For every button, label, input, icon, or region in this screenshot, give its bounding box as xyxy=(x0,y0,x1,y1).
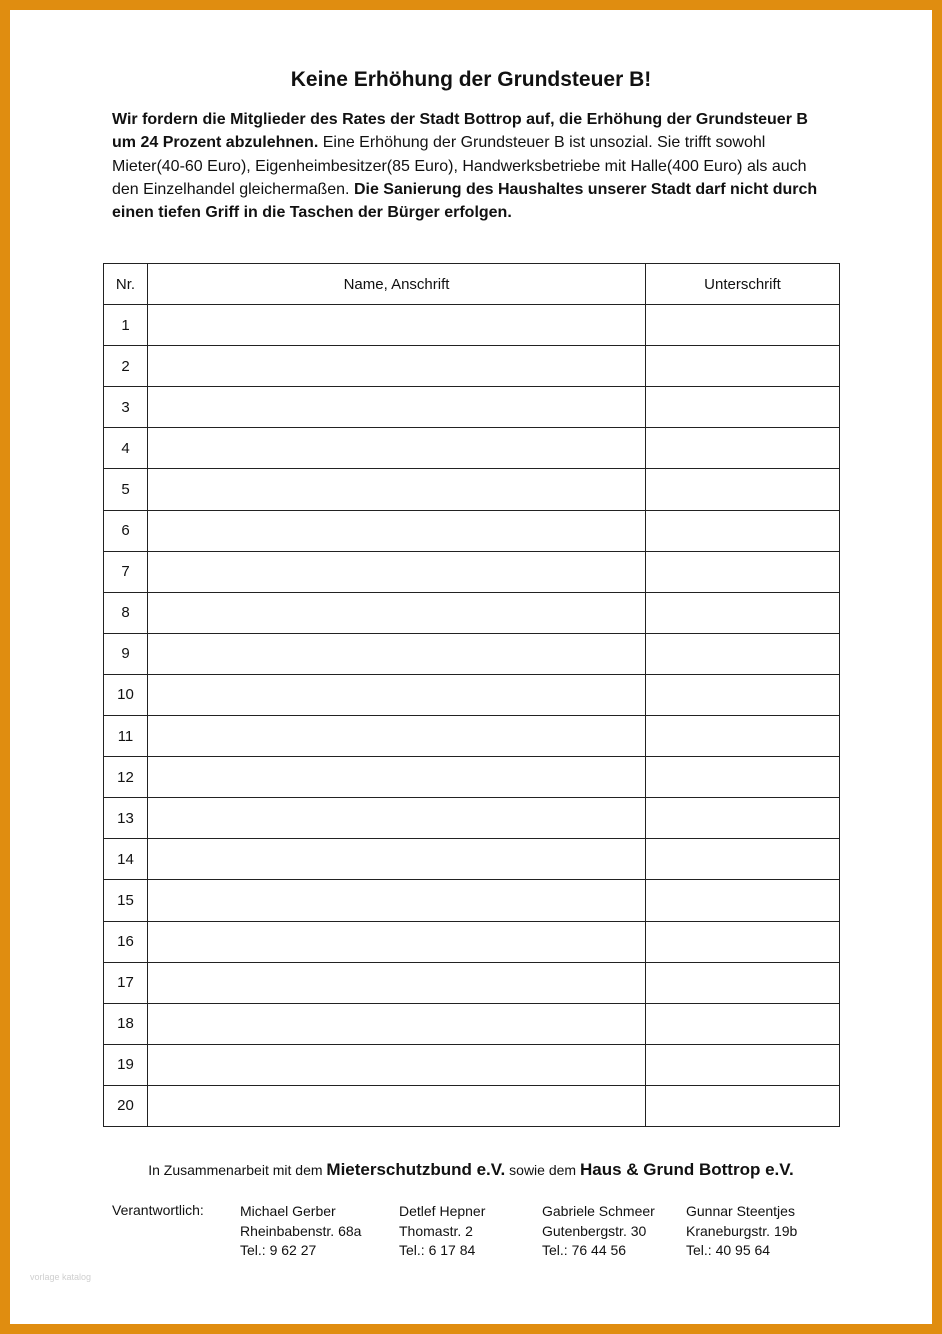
contact-street: Thomastr. 2 xyxy=(399,1222,473,1239)
signature-cell[interactable] xyxy=(646,1003,840,1044)
name-address-cell[interactable] xyxy=(148,592,646,633)
coop-prefix: In Zusammenarbeit mit dem xyxy=(148,1162,327,1178)
signature-cell[interactable] xyxy=(646,674,840,715)
name-address-cell[interactable] xyxy=(148,757,646,798)
signature-cell[interactable] xyxy=(646,346,840,387)
table-row xyxy=(104,592,840,633)
row-number: 1 xyxy=(104,305,148,346)
org-haus-grund: Haus & Grund Bottrop e.V. xyxy=(579,1160,794,1179)
signature-cell[interactable] xyxy=(646,716,840,757)
name-address-cell[interactable] xyxy=(148,1044,646,1085)
row-number: 4 xyxy=(104,428,148,469)
signature-cell[interactable] xyxy=(646,305,840,346)
coop-middle: sowie dem xyxy=(505,1162,580,1178)
row-number: 17 xyxy=(104,962,148,1003)
name-address-cell[interactable] xyxy=(148,633,646,674)
name-address-cell[interactable] xyxy=(148,674,646,715)
name-address-cell[interactable] xyxy=(148,839,646,880)
signature-cell[interactable] xyxy=(646,757,840,798)
contact-name: Gabriele Schmeer xyxy=(542,1203,655,1219)
signature-cell[interactable] xyxy=(646,839,840,880)
table-row xyxy=(104,346,840,387)
contact-block xyxy=(542,1202,655,1261)
name-address-cell[interactable] xyxy=(148,1003,646,1044)
signature-cell[interactable] xyxy=(646,921,840,962)
table-row xyxy=(104,510,840,551)
table-row xyxy=(104,880,840,921)
signature-cell[interactable] xyxy=(646,592,840,633)
signature-cell[interactable] xyxy=(646,633,840,674)
contact-street: Rheinbabenstr. 68a xyxy=(240,1222,362,1239)
cooperation-note xyxy=(10,1160,932,1180)
name-address-cell[interactable] xyxy=(148,346,646,387)
responsible-label: Verantwortlich: xyxy=(112,1202,204,1218)
name-address-cell[interactable] xyxy=(148,510,646,551)
name-address-cell[interactable] xyxy=(148,962,646,1003)
contact-name: Michael Gerber xyxy=(240,1203,336,1219)
row-number: 5 xyxy=(104,469,148,510)
row-number: 3 xyxy=(104,387,148,428)
table-row xyxy=(104,921,840,962)
row-number: 19 xyxy=(104,1044,148,1085)
contact-name: Gunnar Steentjes xyxy=(686,1203,795,1219)
row-number: 9 xyxy=(104,633,148,674)
contact-name: Detlef Hepner xyxy=(399,1203,486,1219)
table-row xyxy=(104,757,840,798)
row-number: 7 xyxy=(104,551,148,592)
row-number: 20 xyxy=(104,1085,148,1126)
intro-demand: Wir fordern die Mitglieder des Rates der Stadt Bottrop auf, die Erhöhung der Grundsteuer B um 24 Prozent abzulehnen. xyxy=(112,111,808,152)
name-address-cell[interactable] xyxy=(148,798,646,839)
signature-cell[interactable] xyxy=(646,428,840,469)
name-address-cell[interactable] xyxy=(148,387,646,428)
intro-paragraph xyxy=(112,108,832,224)
row-number: 18 xyxy=(104,1003,148,1044)
name-address-cell[interactable] xyxy=(148,921,646,962)
signature-cell[interactable] xyxy=(646,962,840,1003)
contact-phone: Tel.: 6 17 84 xyxy=(399,1242,476,1258)
signature-cell[interactable] xyxy=(646,1085,840,1126)
name-address-cell[interactable] xyxy=(148,716,646,757)
name-address-cell[interactable] xyxy=(148,880,646,921)
signature-cell[interactable] xyxy=(646,1044,840,1085)
row-number: 13 xyxy=(104,798,148,839)
intro-reason: Eine Erhöhung der Grundsteuer B ist unsozial. Sie trifft sowohl Mieter(40-60 Euro), Eigenheimbesitzer(85 Euro), Handwerksbetriebe mit Halle(400 Euro) als auch den Einzelhandel gleichermaßen. xyxy=(112,134,807,198)
page-title: Keine Erhöhung der Grundsteuer B! xyxy=(290,68,652,91)
table-row xyxy=(104,1085,840,1126)
contact-street: Gutenbergstr. 30 xyxy=(542,1222,647,1239)
signature-cell[interactable] xyxy=(646,551,840,592)
table-row xyxy=(104,633,840,674)
row-number: 14 xyxy=(104,839,148,880)
table-header-row xyxy=(104,264,840,305)
header-name-address: Name, Anschrift xyxy=(148,264,646,305)
table-row xyxy=(104,1044,840,1085)
table-row xyxy=(104,1003,840,1044)
contact-phone: Tel.: 40 95 64 xyxy=(686,1242,771,1258)
signature-cell[interactable] xyxy=(646,510,840,551)
name-address-cell[interactable] xyxy=(148,428,646,469)
name-address-cell[interactable] xyxy=(148,1085,646,1126)
contact-block xyxy=(686,1202,797,1261)
signature-cell[interactable] xyxy=(646,387,840,428)
table-row xyxy=(104,839,840,880)
watermark: vorlage katalog xyxy=(30,1272,92,1282)
signature-cell[interactable] xyxy=(646,469,840,510)
table-row xyxy=(104,716,840,757)
row-number: 11 xyxy=(104,716,148,757)
header-signature: Unterschrift xyxy=(646,264,840,305)
intro-conclusion: Die Sanierung des Haushaltes unserer Stadt darf nicht durch einen tiefen Griff in die Taschen der Bürger erfolgen. xyxy=(112,180,818,222)
table-row xyxy=(104,551,840,592)
name-address-cell[interactable] xyxy=(148,305,646,346)
table-row xyxy=(104,674,840,715)
contact-phone: Tel.: 9 62 27 xyxy=(240,1242,317,1258)
name-address-cell[interactable] xyxy=(148,551,646,592)
row-number: 10 xyxy=(104,674,148,715)
name-address-cell[interactable] xyxy=(148,469,646,510)
document-page xyxy=(10,10,932,1324)
contact-phone: Tel.: 76 44 56 xyxy=(542,1242,627,1258)
table-row xyxy=(104,962,840,1003)
signature-cell[interactable] xyxy=(646,880,840,921)
signature-table xyxy=(103,263,840,1127)
table-row xyxy=(104,387,840,428)
table-row xyxy=(104,428,840,469)
row-number: 2 xyxy=(104,346,148,387)
row-number: 15 xyxy=(104,880,148,921)
row-number: 12 xyxy=(104,757,148,798)
table-row xyxy=(104,798,840,839)
table-row xyxy=(104,305,840,346)
contact-street: Kraneburgstr. 19b xyxy=(686,1222,798,1239)
org-mieterschutzbund: Mieterschutzbund e.V. xyxy=(326,1160,506,1179)
row-number: 16 xyxy=(104,921,148,962)
contact-block xyxy=(399,1202,485,1261)
contact-block xyxy=(240,1202,361,1261)
row-number: 6 xyxy=(104,510,148,551)
table-row xyxy=(104,469,840,510)
row-number: 8 xyxy=(104,592,148,633)
signature-cell[interactable] xyxy=(646,798,840,839)
header-nr: Nr. xyxy=(104,264,148,305)
